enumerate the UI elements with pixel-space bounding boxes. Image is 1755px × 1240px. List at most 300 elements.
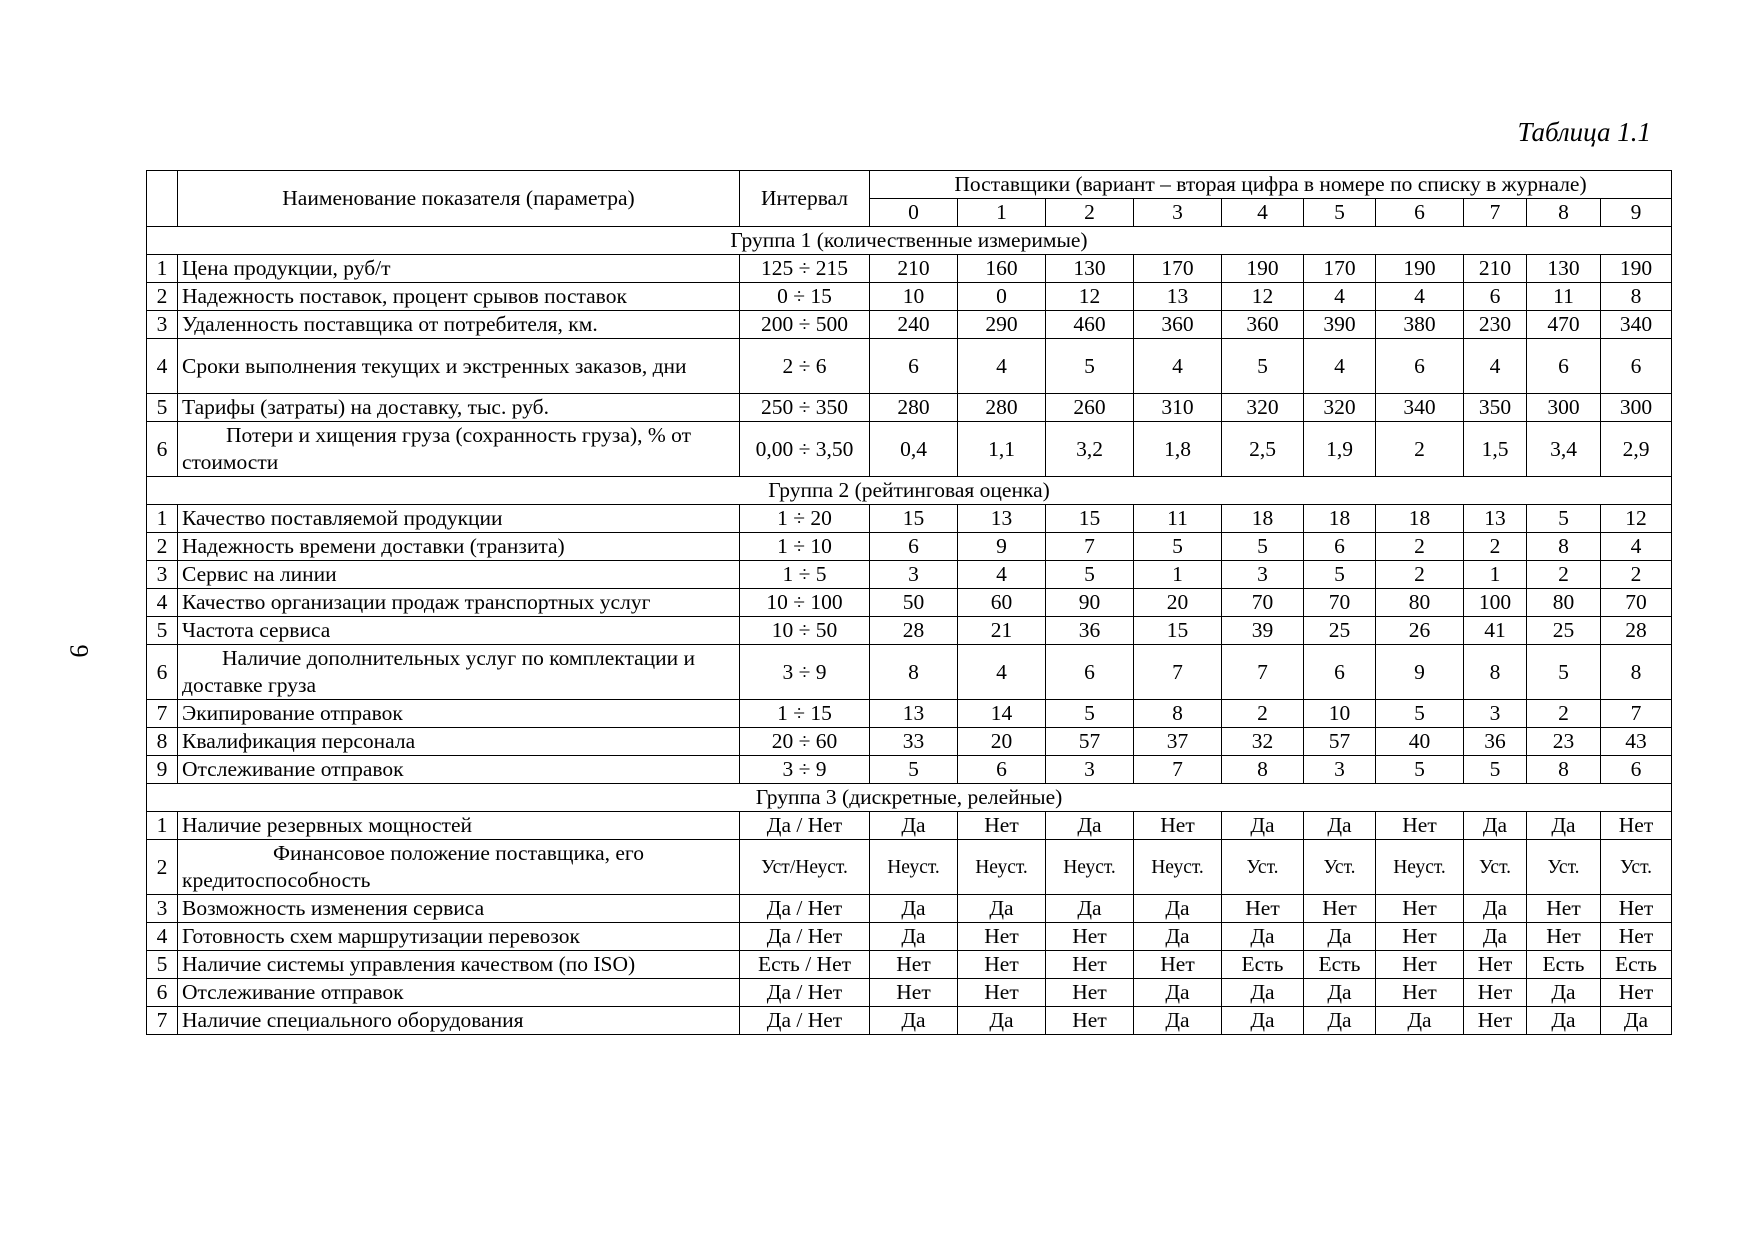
parameter-name: Качество организации продаж транспортных услуг xyxy=(178,589,740,617)
supplier-value-cell: Да xyxy=(870,812,958,840)
parameter-name: Наличие специального оборудования xyxy=(178,1007,740,1035)
supplier-value-cell: 23 xyxy=(1527,728,1601,756)
table-row xyxy=(147,700,1672,728)
supplier-value-cell: 6 xyxy=(870,533,958,561)
supplier-value-cell: 380 xyxy=(1376,311,1464,339)
table-row xyxy=(147,951,1672,979)
supplier-value-cell: 170 xyxy=(1304,255,1376,283)
parameter-name: Сроки выполнения текущих и экстренных заказов, дни xyxy=(178,339,740,394)
row-number: 7 xyxy=(147,1007,178,1035)
supplier-value-cell: 6 xyxy=(1304,645,1376,700)
table-row xyxy=(147,394,1672,422)
supplier-value-cell: 3 xyxy=(1464,700,1527,728)
supplier-value-cell: 1,8 xyxy=(1134,422,1222,477)
supplier-value-cell: 15 xyxy=(870,505,958,533)
supplier-value-cell: 8 xyxy=(1601,283,1672,311)
row-number: 1 xyxy=(147,505,178,533)
supplier-value-cell: Да xyxy=(1464,923,1527,951)
row-number: 7 xyxy=(147,700,178,728)
supplier-value-cell: 130 xyxy=(1527,255,1601,283)
supplier-value-cell: Уст. xyxy=(1222,840,1304,895)
supplier-value-cell: Да xyxy=(1376,1007,1464,1035)
supplier-value-cell: 8 xyxy=(1134,700,1222,728)
supplier-value-cell: Нет xyxy=(1046,1007,1134,1035)
supplier-value-cell: 6 xyxy=(1046,645,1134,700)
supplier-value-cell: 15 xyxy=(1134,617,1222,645)
supplier-value-cell: Да xyxy=(1222,979,1304,1007)
supplier-value-cell: 5 xyxy=(1222,533,1304,561)
header-supplier-cell: 1 xyxy=(958,199,1046,227)
supplier-value-cell: 90 xyxy=(1046,589,1134,617)
header-supplier-cell: 0 xyxy=(870,199,958,227)
supplier-value-cell: 1,5 xyxy=(1464,422,1527,477)
supplier-value-cell: Неуст. xyxy=(870,840,958,895)
supplier-value-cell: Нет xyxy=(1304,895,1376,923)
supplier-value-cell: 3,2 xyxy=(1046,422,1134,477)
supplier-value-cell: 4 xyxy=(958,339,1046,394)
header-supplier-cell: 2 xyxy=(1046,199,1134,227)
interval-cell: Да / Нет xyxy=(740,812,870,840)
supplier-value-cell: Да xyxy=(1304,812,1376,840)
supplier-value-cell: 6 xyxy=(1304,533,1376,561)
supplier-value-cell: 18 xyxy=(1376,505,1464,533)
parameter-name: Готовность схем маршрутизации перевозок xyxy=(178,923,740,951)
supplier-value-cell: 36 xyxy=(1046,617,1134,645)
header-name-cell: Наименование показателя (параметра) xyxy=(178,171,740,227)
supplier-value-cell: 300 xyxy=(1527,394,1601,422)
supplier-value-cell: Да xyxy=(870,1007,958,1035)
supplier-value-cell: 2 xyxy=(1376,422,1464,477)
supplier-value-cell: 5 xyxy=(1222,339,1304,394)
supplier-value-cell: 2 xyxy=(1464,533,1527,561)
supplier-value-cell: Нет xyxy=(1134,951,1222,979)
supplier-value-cell: 6 xyxy=(958,756,1046,784)
supplier-value-cell: 8 xyxy=(1601,645,1672,700)
row-number: 3 xyxy=(147,311,178,339)
supplier-value-cell: 2 xyxy=(1222,700,1304,728)
supplier-value-cell: Уст. xyxy=(1527,840,1601,895)
header-supplier-cell: 9 xyxy=(1601,199,1672,227)
table-row xyxy=(147,812,1672,840)
supplier-value-cell: Нет xyxy=(1601,979,1672,1007)
supplier-value-cell: 460 xyxy=(1046,311,1134,339)
supplier-value-cell: 3 xyxy=(1222,561,1304,589)
supplier-value-cell: 6 xyxy=(1601,339,1672,394)
header-supplier-cell: 6 xyxy=(1376,199,1464,227)
table-row xyxy=(147,283,1672,311)
supplier-value-cell: Да xyxy=(1134,979,1222,1007)
supplier-value-cell: 5 xyxy=(1376,700,1464,728)
supplier-value-cell: 210 xyxy=(870,255,958,283)
supplier-value-cell: 5 xyxy=(1046,700,1134,728)
supplier-value-cell: 280 xyxy=(870,394,958,422)
supplier-value-cell: 360 xyxy=(1222,311,1304,339)
supplier-value-cell: Да xyxy=(1527,979,1601,1007)
group-header-row xyxy=(147,784,1672,812)
supplier-value-cell: 280 xyxy=(958,394,1046,422)
supplier-value-cell: 80 xyxy=(1376,589,1464,617)
parameter-name: Наличие системы управления качеством (по ISO) xyxy=(178,951,740,979)
supplier-value-cell: Нет xyxy=(1601,923,1672,951)
supplier-value-cell: 57 xyxy=(1046,728,1134,756)
supplier-value-cell: 4 xyxy=(958,561,1046,589)
supplier-value-cell: Да xyxy=(1527,1007,1601,1035)
table-body xyxy=(147,227,1672,1035)
supplier-value-cell: 0,4 xyxy=(870,422,958,477)
supplier-value-cell: 6 xyxy=(1464,283,1527,311)
header-num-cell xyxy=(147,171,178,227)
supplier-value-cell: 6 xyxy=(1376,339,1464,394)
supplier-value-cell: 1,1 xyxy=(958,422,1046,477)
supplier-value-cell: Нет xyxy=(1046,979,1134,1007)
supplier-value-cell: Нет xyxy=(1527,895,1601,923)
supplier-value-cell: Да xyxy=(1304,1007,1376,1035)
supplier-value-cell: Да xyxy=(870,923,958,951)
interval-cell: 2 ÷ 6 xyxy=(740,339,870,394)
header-supplier-cell: 7 xyxy=(1464,199,1527,227)
supplier-value-cell: Нет xyxy=(1222,895,1304,923)
interval-cell: 10 ÷ 100 xyxy=(740,589,870,617)
supplier-value-cell: 5 xyxy=(1046,339,1134,394)
parameter-name: Наличие резервных мощностей xyxy=(178,812,740,840)
supplier-value-cell: 5 xyxy=(1464,756,1527,784)
supplier-value-cell: 1 xyxy=(1134,561,1222,589)
supplier-value-cell: Неуст. xyxy=(1134,840,1222,895)
supplier-value-cell: 210 xyxy=(1464,255,1527,283)
parameter-name: Наличие дополнительных услуг по комплектации и доставке груза xyxy=(178,645,740,700)
parameter-name: Финансовое положение поставщика, его кредитоспособность xyxy=(178,840,740,895)
supplier-value-cell: 1,9 xyxy=(1304,422,1376,477)
supplier-value-cell: 470 xyxy=(1527,311,1601,339)
supplier-value-cell: 5 xyxy=(870,756,958,784)
supplier-value-cell: Нет xyxy=(1464,1007,1527,1035)
supplier-value-cell: 13 xyxy=(1134,283,1222,311)
table-row xyxy=(147,728,1672,756)
header-suppliers-title: Поставщики (вариант – вторая цифра в номере по списку в журнале) xyxy=(870,171,1672,199)
supplier-value-cell: 9 xyxy=(958,533,1046,561)
supplier-value-cell: 360 xyxy=(1134,311,1222,339)
supplier-value-cell: Да xyxy=(1222,812,1304,840)
parameter-name: Возможность изменения сервиса xyxy=(178,895,740,923)
table-row xyxy=(147,979,1672,1007)
supplier-value-cell: 260 xyxy=(1046,394,1134,422)
parameter-name: Потери и хищения груза (сохранность груза), % от стоимости xyxy=(178,422,740,477)
supplier-value-cell: Нет xyxy=(870,951,958,979)
interval-cell: 1 ÷ 5 xyxy=(740,561,870,589)
supplier-value-cell: 350 xyxy=(1464,394,1527,422)
row-number: 2 xyxy=(147,533,178,561)
supplier-value-cell: 5 xyxy=(1527,645,1601,700)
supplier-value-cell: 3 xyxy=(1046,756,1134,784)
supplier-value-cell: 80 xyxy=(1527,589,1601,617)
header-supplier-cell: 4 xyxy=(1222,199,1304,227)
supplier-value-cell: Есть xyxy=(1222,951,1304,979)
supplier-value-cell: Нет xyxy=(1376,979,1464,1007)
table-row xyxy=(147,617,1672,645)
table-row xyxy=(147,561,1672,589)
row-number: 3 xyxy=(147,561,178,589)
supplier-value-cell: 14 xyxy=(958,700,1046,728)
supplier-value-cell: Нет xyxy=(1376,812,1464,840)
group-title: Группа 2 (рейтинговая оценка) xyxy=(147,477,1672,505)
parameter-name: Экипирование отправок xyxy=(178,700,740,728)
row-number: 5 xyxy=(147,394,178,422)
supplier-value-cell: 28 xyxy=(1601,617,1672,645)
supplier-value-cell: Нет xyxy=(1046,923,1134,951)
supplier-value-cell: 190 xyxy=(1222,255,1304,283)
row-number: 6 xyxy=(147,645,178,700)
supplier-value-cell: 13 xyxy=(870,700,958,728)
supplier-value-cell: 13 xyxy=(958,505,1046,533)
supplier-value-cell: Да xyxy=(870,895,958,923)
supplier-value-cell: 2 xyxy=(1376,533,1464,561)
interval-cell: 125 ÷ 215 xyxy=(740,255,870,283)
interval-cell: 3 ÷ 9 xyxy=(740,756,870,784)
supplier-value-cell: 2 xyxy=(1601,561,1672,589)
supplier-value-cell: Нет xyxy=(1376,895,1464,923)
parameter-name: Цена продукции, руб/т xyxy=(178,255,740,283)
supplier-value-cell: Неуст. xyxy=(1046,840,1134,895)
supplier-value-cell: Нет xyxy=(1527,923,1601,951)
supplier-value-cell: 4 xyxy=(958,645,1046,700)
interval-cell: 10 ÷ 50 xyxy=(740,617,870,645)
supplier-value-cell: 3 xyxy=(870,561,958,589)
parameter-name: Надежность времени доставки (транзита) xyxy=(178,533,740,561)
supplier-value-cell: 3,4 xyxy=(1527,422,1601,477)
supplier-value-cell: 21 xyxy=(958,617,1046,645)
supplier-value-cell: 5 xyxy=(1376,756,1464,784)
supplier-value-cell: Уст. xyxy=(1601,840,1672,895)
supplier-value-cell: Нет xyxy=(1464,951,1527,979)
row-number: 3 xyxy=(147,895,178,923)
interval-cell: 20 ÷ 60 xyxy=(740,728,870,756)
supplier-value-cell: 7 xyxy=(1601,700,1672,728)
table-row xyxy=(147,895,1672,923)
supplier-value-cell: Да xyxy=(1464,895,1527,923)
supplier-value-cell: Уст. xyxy=(1464,840,1527,895)
supplier-value-cell: Нет xyxy=(1376,951,1464,979)
parameter-name: Отслеживание отправок xyxy=(178,979,740,1007)
supplier-value-cell: Да xyxy=(1134,923,1222,951)
group-title: Группа 1 (количественные измеримые) xyxy=(147,227,1672,255)
supplier-value-cell: 0 xyxy=(958,283,1046,311)
row-number: 6 xyxy=(147,979,178,1007)
supplier-value-cell: 8 xyxy=(1527,756,1601,784)
group-header-row xyxy=(147,477,1672,505)
supplier-value-cell: 170 xyxy=(1134,255,1222,283)
supplier-value-cell: 28 xyxy=(870,617,958,645)
header-supplier-cell: 8 xyxy=(1527,199,1601,227)
parameter-name: Качество поставляемой продукции xyxy=(178,505,740,533)
interval-cell: 0,00 ÷ 3,50 xyxy=(740,422,870,477)
supplier-value-cell: Есть xyxy=(1601,951,1672,979)
supplier-value-cell: 130 xyxy=(1046,255,1134,283)
supplier-value-cell: 70 xyxy=(1304,589,1376,617)
supplier-value-cell: 8 xyxy=(1222,756,1304,784)
table-row xyxy=(147,645,1672,700)
row-number: 4 xyxy=(147,923,178,951)
supplier-value-cell: 15 xyxy=(1046,505,1134,533)
supplier-value-cell: 25 xyxy=(1527,617,1601,645)
supplier-value-cell: 310 xyxy=(1134,394,1222,422)
supplier-value-cell: Неуст. xyxy=(1376,840,1464,895)
supplier-value-cell: 41 xyxy=(1464,617,1527,645)
row-number: 8 xyxy=(147,728,178,756)
group-header-row xyxy=(147,227,1672,255)
interval-cell: Да / Нет xyxy=(740,923,870,951)
supplier-value-cell: Уст. xyxy=(1304,840,1376,895)
table-row xyxy=(147,533,1672,561)
supplier-value-cell: Нет xyxy=(958,979,1046,1007)
group-title: Группа 3 (дискретные, релейные) xyxy=(147,784,1672,812)
supplier-value-cell: 11 xyxy=(1134,505,1222,533)
supplier-value-cell: 12 xyxy=(1601,505,1672,533)
supplier-value-cell: Нет xyxy=(1464,979,1527,1007)
supplier-value-cell: Нет xyxy=(1376,923,1464,951)
supplier-value-cell: 10 xyxy=(1304,700,1376,728)
supplier-value-cell: 2 xyxy=(1527,700,1601,728)
interval-cell: 1 ÷ 10 xyxy=(740,533,870,561)
supplier-value-cell: 18 xyxy=(1304,505,1376,533)
supplier-value-cell: 10 xyxy=(870,283,958,311)
interval-cell: 3 ÷ 9 xyxy=(740,645,870,700)
supplier-value-cell: Нет xyxy=(958,812,1046,840)
interval-cell: Да / Нет xyxy=(740,979,870,1007)
supplier-value-cell: 40 xyxy=(1376,728,1464,756)
header-supplier-cell: 5 xyxy=(1304,199,1376,227)
table-row xyxy=(147,339,1672,394)
supplier-value-cell: Да xyxy=(1046,895,1134,923)
parameter-name: Отслеживание отправок xyxy=(178,756,740,784)
supplier-value-cell: 4 xyxy=(1304,283,1376,311)
supplier-value-cell: Нет xyxy=(1601,895,1672,923)
row-number: 4 xyxy=(147,339,178,394)
supplier-value-cell: 6 xyxy=(870,339,958,394)
row-number: 1 xyxy=(147,255,178,283)
parameter-name: Тарифы (затраты) на доставку, тыс. руб. xyxy=(178,394,740,422)
table-row xyxy=(147,311,1672,339)
supplier-value-cell: 6 xyxy=(1601,756,1672,784)
supplier-value-cell: Нет xyxy=(870,979,958,1007)
supplier-value-cell: 230 xyxy=(1464,311,1527,339)
supplier-value-cell: Нет xyxy=(958,923,1046,951)
supplier-value-cell: 26 xyxy=(1376,617,1464,645)
row-number: 1 xyxy=(147,812,178,840)
table-row xyxy=(147,505,1672,533)
row-number: 5 xyxy=(147,617,178,645)
supplier-value-cell: 60 xyxy=(958,589,1046,617)
supplier-value-cell: 33 xyxy=(870,728,958,756)
supplier-value-cell: Да xyxy=(1222,1007,1304,1035)
table-row xyxy=(147,589,1672,617)
supplier-value-cell: 57 xyxy=(1304,728,1376,756)
supplier-value-cell: 5 xyxy=(1527,505,1601,533)
supplier-parameters-table xyxy=(146,170,1672,1035)
supplier-value-cell: 7 xyxy=(1046,533,1134,561)
supplier-value-cell: 43 xyxy=(1601,728,1672,756)
parameter-name: Квалификация персонала xyxy=(178,728,740,756)
supplier-value-cell: 4 xyxy=(1464,339,1527,394)
supplier-value-cell: 32 xyxy=(1222,728,1304,756)
supplier-value-cell: 7 xyxy=(1222,645,1304,700)
interval-cell: Уст/Неуст. xyxy=(740,840,870,895)
interval-cell: Есть / Нет xyxy=(740,951,870,979)
supplier-value-cell: Да xyxy=(1046,812,1134,840)
interval-cell: 0 ÷ 15 xyxy=(740,283,870,311)
supplier-value-cell: 1 xyxy=(1464,561,1527,589)
supplier-value-cell: 4 xyxy=(1376,283,1464,311)
supplier-value-cell: 340 xyxy=(1376,394,1464,422)
supplier-value-cell: 320 xyxy=(1222,394,1304,422)
supplier-value-cell: 5 xyxy=(1304,561,1376,589)
table-row xyxy=(147,1007,1672,1035)
supplier-value-cell: 3 xyxy=(1304,756,1376,784)
supplier-value-cell: 8 xyxy=(1527,533,1601,561)
interval-cell: 1 ÷ 20 xyxy=(740,505,870,533)
supplier-value-cell: Нет xyxy=(1046,951,1134,979)
supplier-value-cell: 2 xyxy=(1527,561,1601,589)
supplier-value-cell: 190 xyxy=(1376,255,1464,283)
supplier-value-cell: 190 xyxy=(1601,255,1672,283)
supplier-value-cell: Нет xyxy=(1134,812,1222,840)
supplier-value-cell: 340 xyxy=(1601,311,1672,339)
row-number: 2 xyxy=(147,283,178,311)
supplier-value-cell: Да xyxy=(958,895,1046,923)
supplier-value-cell: 8 xyxy=(1464,645,1527,700)
supplier-value-cell: 20 xyxy=(958,728,1046,756)
table-caption: Таблица 1.1 xyxy=(1517,117,1651,147)
supplier-value-cell: Да xyxy=(1304,979,1376,1007)
supplier-value-cell: 11 xyxy=(1527,283,1601,311)
parameter-name: Сервис на линии xyxy=(178,561,740,589)
supplier-value-cell: 2,5 xyxy=(1222,422,1304,477)
supplier-value-cell: 5 xyxy=(1134,533,1222,561)
supplier-value-cell: 300 xyxy=(1601,394,1672,422)
supplier-value-cell: 13 xyxy=(1464,505,1527,533)
supplier-value-cell: Нет xyxy=(1601,812,1672,840)
table-row xyxy=(147,840,1672,895)
supplier-value-cell: 5 xyxy=(1046,561,1134,589)
supplier-value-cell: 2 xyxy=(1376,561,1464,589)
supplier-value-cell: Да xyxy=(1134,1007,1222,1035)
supplier-value-cell: Да xyxy=(958,1007,1046,1035)
supplier-value-cell: 290 xyxy=(958,311,1046,339)
page-number: 9 xyxy=(64,644,94,658)
row-number: 6 xyxy=(147,422,178,477)
supplier-value-cell: Да xyxy=(1601,1007,1672,1035)
row-number: 5 xyxy=(147,951,178,979)
supplier-value-cell: Да xyxy=(1222,923,1304,951)
supplier-value-cell: 12 xyxy=(1222,283,1304,311)
table-row xyxy=(147,756,1672,784)
supplier-value-cell: Да xyxy=(1527,812,1601,840)
interval-cell: Да / Нет xyxy=(740,895,870,923)
supplier-value-cell: 12 xyxy=(1046,283,1134,311)
supplier-value-cell: Есть xyxy=(1304,951,1376,979)
supplier-value-cell: 390 xyxy=(1304,311,1376,339)
supplier-value-cell: 70 xyxy=(1601,589,1672,617)
supplier-value-cell: 25 xyxy=(1304,617,1376,645)
row-number: 9 xyxy=(147,756,178,784)
supplier-value-cell: Неуст. xyxy=(958,840,1046,895)
supplier-value-cell: 4 xyxy=(1134,339,1222,394)
supplier-value-cell: 240 xyxy=(870,311,958,339)
row-number: 4 xyxy=(147,589,178,617)
table-row xyxy=(147,255,1672,283)
interval-cell: Да / Нет xyxy=(740,1007,870,1035)
interval-cell: 200 ÷ 500 xyxy=(740,311,870,339)
supplier-value-cell: Да xyxy=(1134,895,1222,923)
